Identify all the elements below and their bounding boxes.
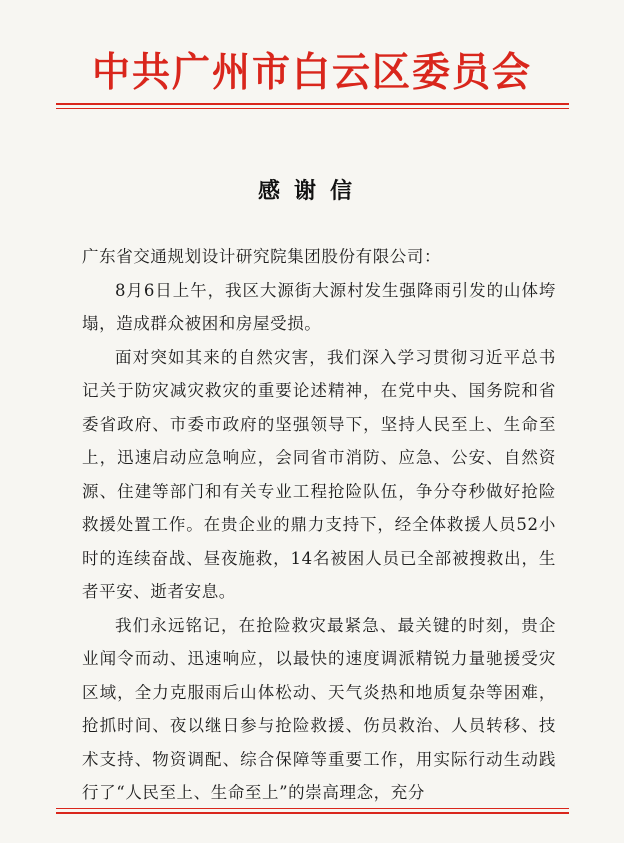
letter-title: 感谢信	[257, 179, 366, 204]
footer-red-rule-thin	[56, 808, 569, 809]
letterhead-red-rule-thick	[56, 103, 569, 105]
footer-red-rule-thick	[56, 812, 569, 814]
letter-body	[82, 240, 556, 810]
letter-paragraph: 面对突如其来的自然灾害，我们深入学习贯彻习近平总书记关于防灾减灾救灾的重要论述精神，在党中央、国务院和省委省政府、市委市政府的坚强领导下，坚持人民至上、生命至上，迅速启动应急响应，会同省市消防、应急、公安、自然资源、住建等部门和有关专业工程抢险队伍，争分夺秒做好抢险救援处置工作。在贵企业的鼎力支持下，经全体救援人员52小时的连续奋战、昼夜施救，14名被困人员已全部被搜救出，生者平安、逝者安息。	[82, 347, 556, 601]
letterhead-organization: 中共广州市白云区委员会	[91, 48, 532, 96]
letter-paragraph: 我们永远铭记，在抢险救灾最紧急、最关键的时刻，贵企业闻令而动、迅速响应，以最快的速度调派精锐力量驰援受灾区域，全力克服雨后山体松动、天气炎热和地质复杂等困难，抢抓时间、夜以继日参与抢险救援、伤员救治、人员转移、技术支持、物资调配、综合保障等重要工作，用实际行动生动践行了“人民至上、生命至上”的崇高理念，充分	[82, 615, 556, 802]
letter-salutation: 广东省交通规划设计研究院集团股份有限公司：	[82, 247, 442, 266]
letter-paragraph: 8月6日上午，我区大源街大源村发生强降雨引发的山体垮塌，造成群众被困和房屋受损。	[82, 280, 556, 333]
letterhead-red-rule-thin	[56, 108, 569, 109]
